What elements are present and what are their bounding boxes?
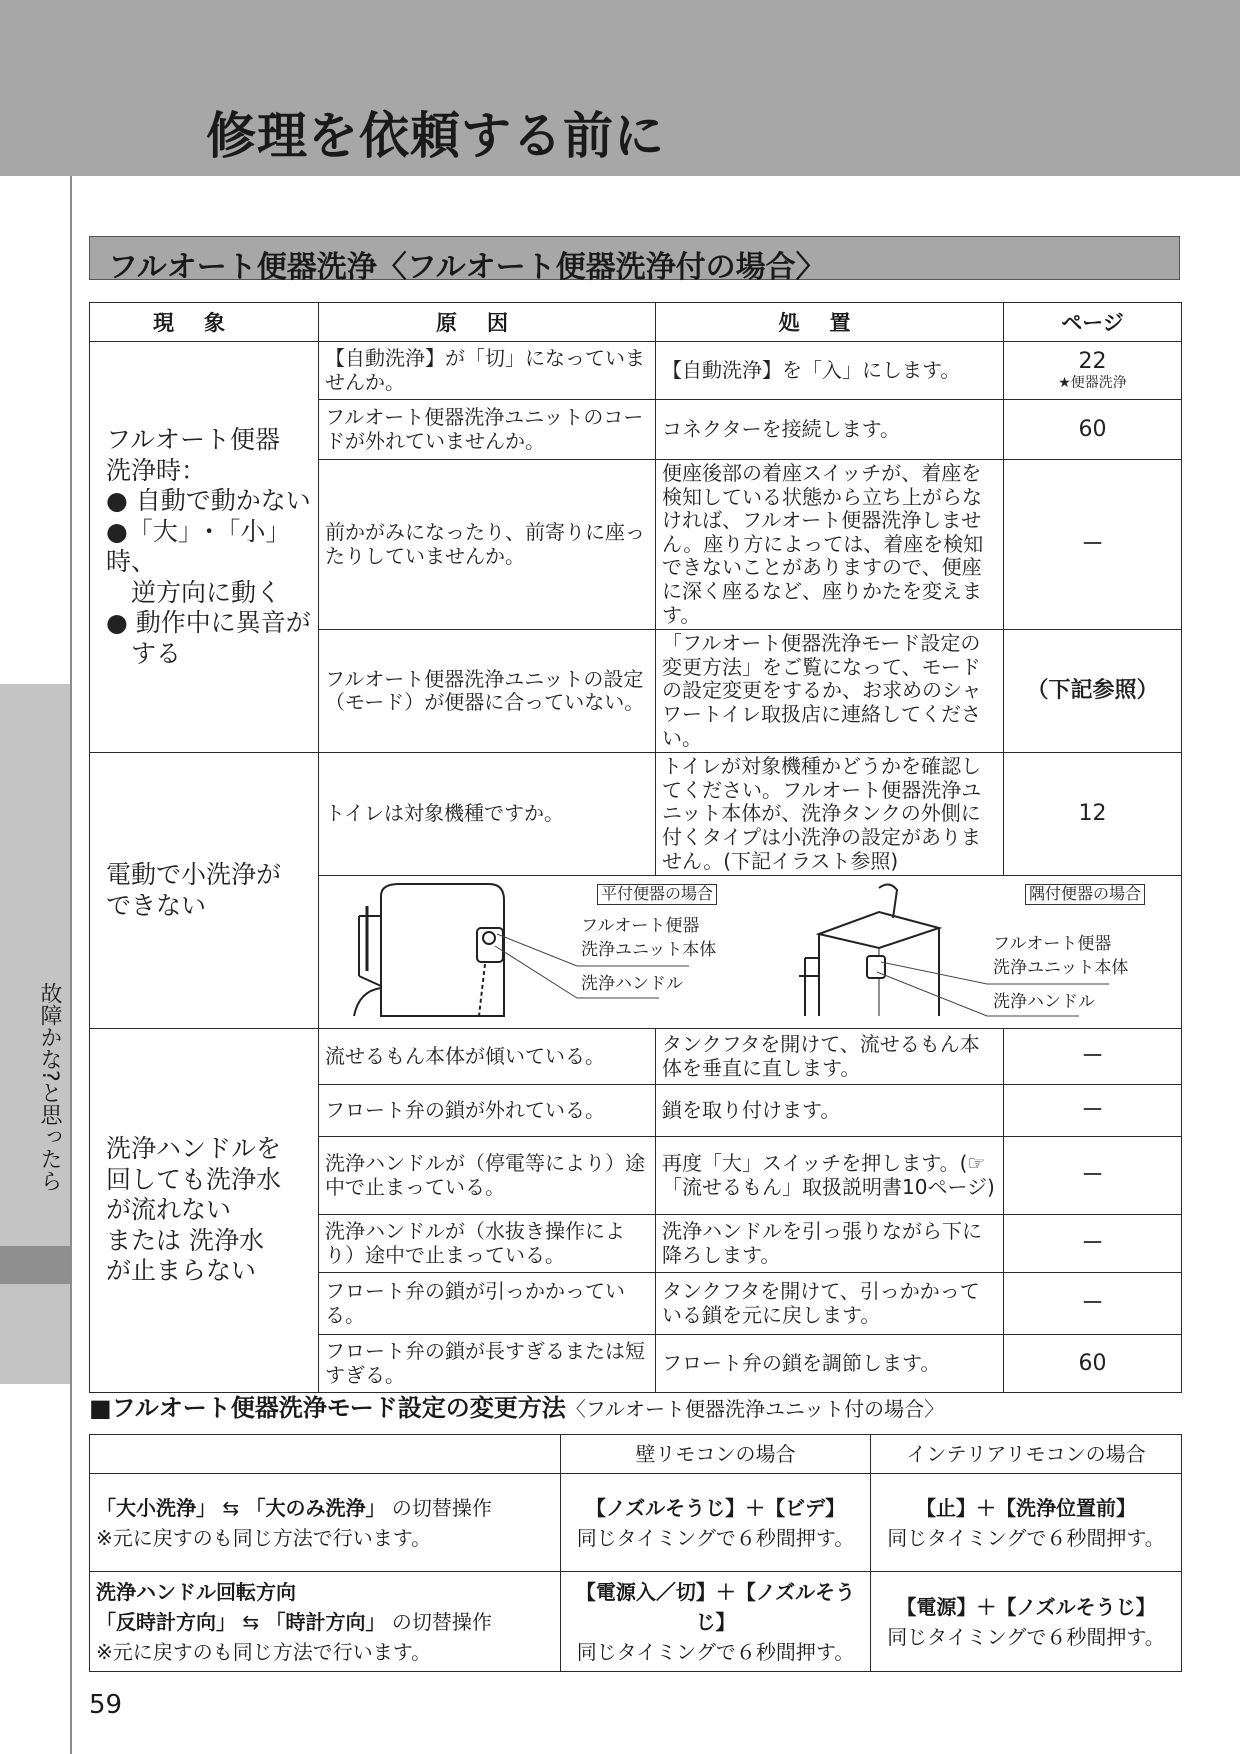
interior-remote-cell: 【電源】＋【ノズルそうじ】 同じタイミングで６秒間押す。 <box>871 1572 1182 1672</box>
remedy-cell: 「フルオート便器洗浄モード設定の変更方法」をご覧になって、モードの設定変更をするか、お求めのシャワートイレ取扱店に連絡してください。 <box>656 630 1004 753</box>
swap-icon: ⇆ <box>222 1495 240 1520</box>
page-cell: － <box>1004 1215 1182 1273</box>
swap-icon: ⇆ <box>242 1609 260 1634</box>
left-rule <box>70 176 72 1754</box>
table-row <box>90 1029 1182 1085</box>
cause-cell: トイレは対象機種ですか。 <box>319 753 656 876</box>
left-unit-label-1: フルオート便器 <box>581 916 700 937</box>
cause-cell: 流せるもん本体が傾いている。 <box>319 1029 656 1085</box>
right-handle-label: 洗浄ハンドル <box>993 992 1095 1013</box>
troubleshoot-table <box>89 302 1182 1393</box>
cause-cell: 洗浄ハンドルが（水抜き操作により）途中で止まっている。 <box>319 1215 656 1273</box>
remedy-cell: タンクフタを開けて、流せるもん本体を垂直に直します。 <box>656 1029 1004 1085</box>
page-title: 修理を依頼する前に <box>206 107 665 165</box>
right-unit-label-1: フルオート便器 <box>993 934 1112 955</box>
cause-cell: フルオート便器洗浄ユニットのコードが外れていませんか。 <box>319 400 656 460</box>
phenomenon-cell: フルオート便器 洗浄時： ● 自動で動かない ●「大」･「小」時、 逆方向に動く ● 動作中に異音が する <box>90 342 319 753</box>
cause-cell: フロート弁の鎖が引っかかっている。 <box>319 1273 656 1335</box>
section-bar <box>89 236 1180 285</box>
page-number: 59 <box>89 1690 123 1720</box>
cause-cell: フルオート便器洗浄ユニットの設定（モード）が便器に合っていない。 <box>319 630 656 753</box>
phenomenon-cell: 洗浄ハンドルを 回しても洗浄水 が流れない または 洗浄水 が止まらない <box>90 1029 319 1393</box>
table-row <box>90 342 1182 400</box>
mode-header-wall: 壁リモコンの場合 <box>561 1435 871 1474</box>
left-handle-label: 洗浄ハンドル <box>581 974 683 995</box>
page-cell: － <box>1004 1029 1182 1085</box>
mode-header-interior: インテリアリモコンの場合 <box>871 1435 1182 1474</box>
remedy-cell: 再度「大」スイッチを押します。(☞「流せるもん」取扱説明書10ページ) <box>656 1137 1004 1215</box>
right-unit-label-2: 洗浄ユニット本体 <box>993 958 1129 979</box>
mode-section-title: ■フルオート便器洗浄モード設定の変更方法〈フルオート便器洗浄ユニット付の場合〉 <box>89 1394 945 1422</box>
header-page: ページ <box>1004 303 1182 342</box>
page-cell: 12 <box>1004 753 1182 876</box>
remedy-cell: フロート弁の鎖を調節します。 <box>656 1335 1004 1393</box>
mode-header-row <box>90 1435 1182 1474</box>
header-phenomenon: 現象 <box>90 303 319 342</box>
page-cell: （下記参照） <box>1004 630 1182 753</box>
page-cell: 60 <box>1004 1335 1182 1393</box>
header-remedy: 処置 <box>656 303 1004 342</box>
remedy-cell: 【自動洗浄】を「入」にします。 <box>656 342 1004 400</box>
page-cell: － <box>1004 1273 1182 1335</box>
wall-remote-cell: 【ノズルそうじ】＋【ビデ】 同じタイミングで６秒間押す。 <box>561 1474 871 1572</box>
mode-operation-cell: 洗浄ハンドル回転方向 「反時計方向」 ⇆ 「時計方向」 の切替操作 ※元に戻すのも同じ方法で行います。 <box>90 1572 561 1672</box>
remedy-cell: トイレが対象機種かどうかを確認してください。フルオート便器洗浄ユニット本体が、洗浄タンクの外側に付くタイプは小洗浄の設定がありません。(下記イラスト参照) <box>656 753 1004 876</box>
cause-cell: 前かがみになったり、前寄りに座ったりしていませんか。 <box>319 460 656 630</box>
cause-cell: 【自動洗浄】が「切」になっていませんか。 <box>319 342 656 400</box>
cause-cell: フロート弁の鎖が長すぎるまたは短すぎる。 <box>319 1335 656 1393</box>
side-tab-marker <box>0 1246 70 1284</box>
mode-operation-cell: 「大小洗浄」 ⇆ 「大のみ洗浄」 の切替操作 ※元に戻すのも同じ方法で行います。 <box>90 1474 561 1572</box>
page-cell: － <box>1004 460 1182 630</box>
corner-toilet-tag: 隅付便器の場合 <box>1025 884 1145 905</box>
side-tab-label: 故障かな?と思ったら <box>37 982 62 1192</box>
interior-remote-cell: 【止】＋【洗浄位置前】 同じタイミングで６秒間押す。 <box>871 1474 1182 1572</box>
table-row <box>90 1474 1182 1572</box>
page-cell: － <box>1004 1085 1182 1137</box>
left-unit-label-2: 洗浄ユニット本体 <box>581 940 717 961</box>
cause-cell: 洗浄ハンドルが（停電等により）途中で止まっている。 <box>319 1137 656 1215</box>
flat-toilet-tag: 平付便器の場合 <box>597 884 717 905</box>
mode-settings-table <box>89 1434 1182 1672</box>
page-cell: 60 <box>1004 400 1182 460</box>
table-row <box>90 1572 1182 1672</box>
wall-remote-cell: 【電源入／切】＋【ノズルそうじ】 同じタイミングで６秒間押す。 <box>561 1572 871 1672</box>
illustration <box>319 876 1175 1028</box>
phenomenon-cell: 電動で小洗浄が できない <box>90 753 319 1029</box>
remedy-cell: 便座後部の着座スイッチが、着座を検知している状態から立ち上がらなければ、フルオート便器洗浄しません。座り方によっては、着座を検知できないことがありますので、便座に深く座るなど、座りかたを変えます。 <box>656 460 1004 630</box>
table-row <box>90 753 1182 876</box>
remedy-cell: 洗浄ハンドルを引っ張りながら下に降ろします。 <box>656 1215 1004 1273</box>
remedy-cell: タンクフタを開けて、引っかかっている鎖を元に戻します。 <box>656 1273 1004 1335</box>
page-cell: － <box>1004 1137 1182 1215</box>
section-title: フルオート便器洗浄〈フルオート便器洗浄付の場合〉 <box>108 250 826 285</box>
remedy-cell: コネクターを接続します。 <box>656 400 1004 460</box>
page-cell: 22 ★便器洗浄 <box>1004 342 1182 400</box>
table-header-row <box>90 303 1182 342</box>
header-cause: 原因 <box>319 303 656 342</box>
illustration-cell <box>319 876 1182 1029</box>
remedy-cell: 鎖を取り付けます。 <box>656 1085 1004 1137</box>
cause-cell: フロート弁の鎖が外れている。 <box>319 1085 656 1137</box>
mode-header-blank <box>90 1435 561 1474</box>
